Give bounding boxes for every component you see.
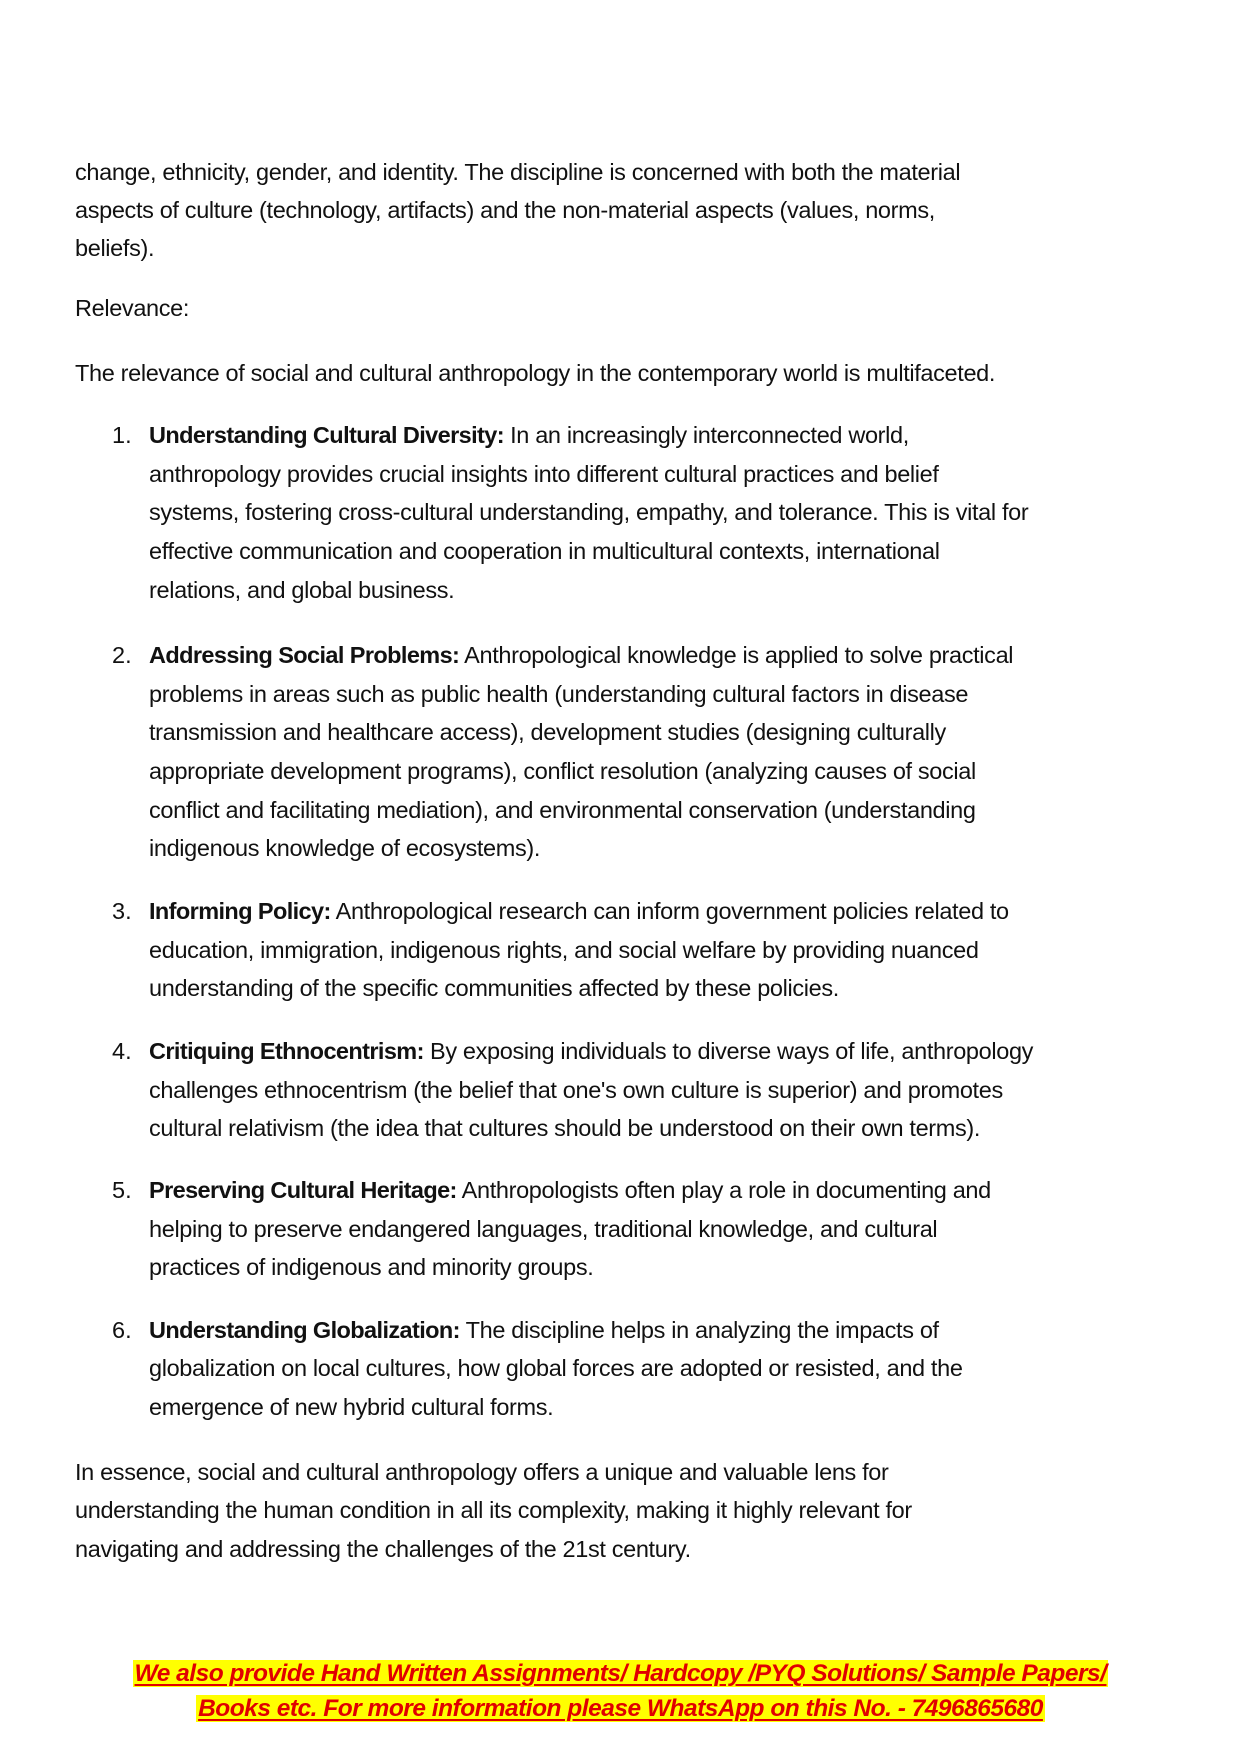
list-number: 6.: [112, 1317, 132, 1343]
paragraph-line: aspects of culture (technology, artifacts) and the non-material aspects (values, norms,: [75, 197, 935, 223]
list-item-title: Informing Policy:: [149, 898, 331, 924]
list-item-first-line: [149, 420, 909, 450]
relevance-heading: Relevance:: [75, 295, 190, 321]
list-number: 3.: [112, 898, 132, 924]
list-item-first-line: [149, 1036, 1033, 1066]
list-item-text: Anthropological knowledge is applied to solve practical: [459, 642, 1014, 668]
list-item-text: Anthropologists often play a role in documenting and: [456, 1177, 991, 1203]
list-item-title: Addressing Social Problems:: [149, 642, 460, 668]
list-item-first-line: [149, 1175, 991, 1205]
paragraph-line: navigating and addressing the challenges of the 21st century.: [75, 1536, 691, 1562]
list-item-line: appropriate development programs), conflict resolution (analyzing causes of social: [149, 758, 976, 784]
list-item-line: anthropology provides crucial insights into different cultural practices and belief: [149, 461, 939, 487]
list-item-title: Understanding Globalization:: [149, 1317, 460, 1343]
list-item-title: Understanding Cultural Diversity:: [149, 422, 504, 448]
list-number: 4.: [112, 1038, 132, 1064]
list-item-line: systems, fostering cross-cultural understanding, empathy, and tolerance. This is vital for: [149, 499, 1029, 525]
list-item-text: Anthropological research can inform government policies related to: [330, 898, 1009, 924]
list-item-line: globalization on local cultures, how global forces are adopted or resisted, and the: [149, 1355, 963, 1381]
intro-paragraph: The relevance of social and cultural anthropology in the contemporary world is multifaceted.: [75, 360, 996, 386]
paragraph-line: change, ethnicity, gender, and identity. The discipline is concerned with both the material: [75, 159, 961, 185]
footer-promo-line-2: [0, 1691, 1241, 1726]
list-item-line: emergence of new hybrid cultural forms.: [149, 1394, 554, 1420]
list-item-line: problems in areas such as public health (understanding cultural factors in disease: [149, 681, 969, 707]
list-item-first-line: [149, 1315, 939, 1345]
list-item-line: understanding of the specific communities affected by these policies.: [149, 975, 839, 1001]
list-item-first-line: [149, 640, 1013, 670]
paragraph-line: understanding the human condition in all its complexity, making it highly relevant for: [75, 1497, 912, 1523]
list-item-line: education, immigration, indigenous rights, and social welfare by providing nuanced: [149, 937, 979, 963]
list-item-title: Preserving Cultural Heritage:: [149, 1177, 457, 1203]
list-item-title: Critiquing Ethnocentrism:: [149, 1038, 424, 1064]
footer-contact-text: Books etc. For more information please WhatsApp on this No. - 7496865680: [198, 1695, 1043, 1722]
list-item-line: challenges ethnocentrism (the belief that one's own culture is superior) and promotes: [149, 1077, 1003, 1103]
list-item-text: By exposing individuals to diverse ways of life, anthropology: [423, 1038, 1034, 1064]
paragraph-line: In essence, social and cultural anthropology offers a unique and valuable lens for: [75, 1459, 889, 1485]
footer-promo-line-1: [0, 1656, 1241, 1691]
list-number: 1.: [112, 422, 132, 448]
list-item-line: effective communication and cooperation in multicultural contexts, international: [149, 538, 940, 564]
list-item-line: transmission and healthcare access), development studies (designing culturally: [149, 719, 946, 745]
paragraph-line: beliefs).: [75, 235, 155, 261]
list-item-line: practices of indigenous and minority groups.: [149, 1254, 594, 1280]
list-item-line: conflict and facilitating mediation), and environmental conservation (understanding: [149, 797, 976, 823]
list-item-text: In an increasingly interconnected world,: [503, 422, 909, 448]
list-item-first-line: [149, 896, 1009, 926]
list-number: 5.: [112, 1177, 132, 1203]
list-item-line: cultural relativism (the idea that cultures should be understood on their own terms).: [149, 1115, 981, 1141]
list-item-line: indigenous knowledge of ecosystems).: [149, 835, 541, 861]
list-item-line: relations, and global business.: [149, 577, 455, 603]
list-item-text: The discipline helps in analyzing the impacts of: [459, 1317, 939, 1343]
list-item-line: helping to preserve endangered languages, traditional knowledge, and cultural: [149, 1216, 938, 1242]
list-number: 2.: [112, 642, 132, 668]
footer-promo-text: We also provide Hand Written Assignments/ Hardcopy /PYQ Solutions/ Sample Papers/: [134, 1660, 1107, 1687]
